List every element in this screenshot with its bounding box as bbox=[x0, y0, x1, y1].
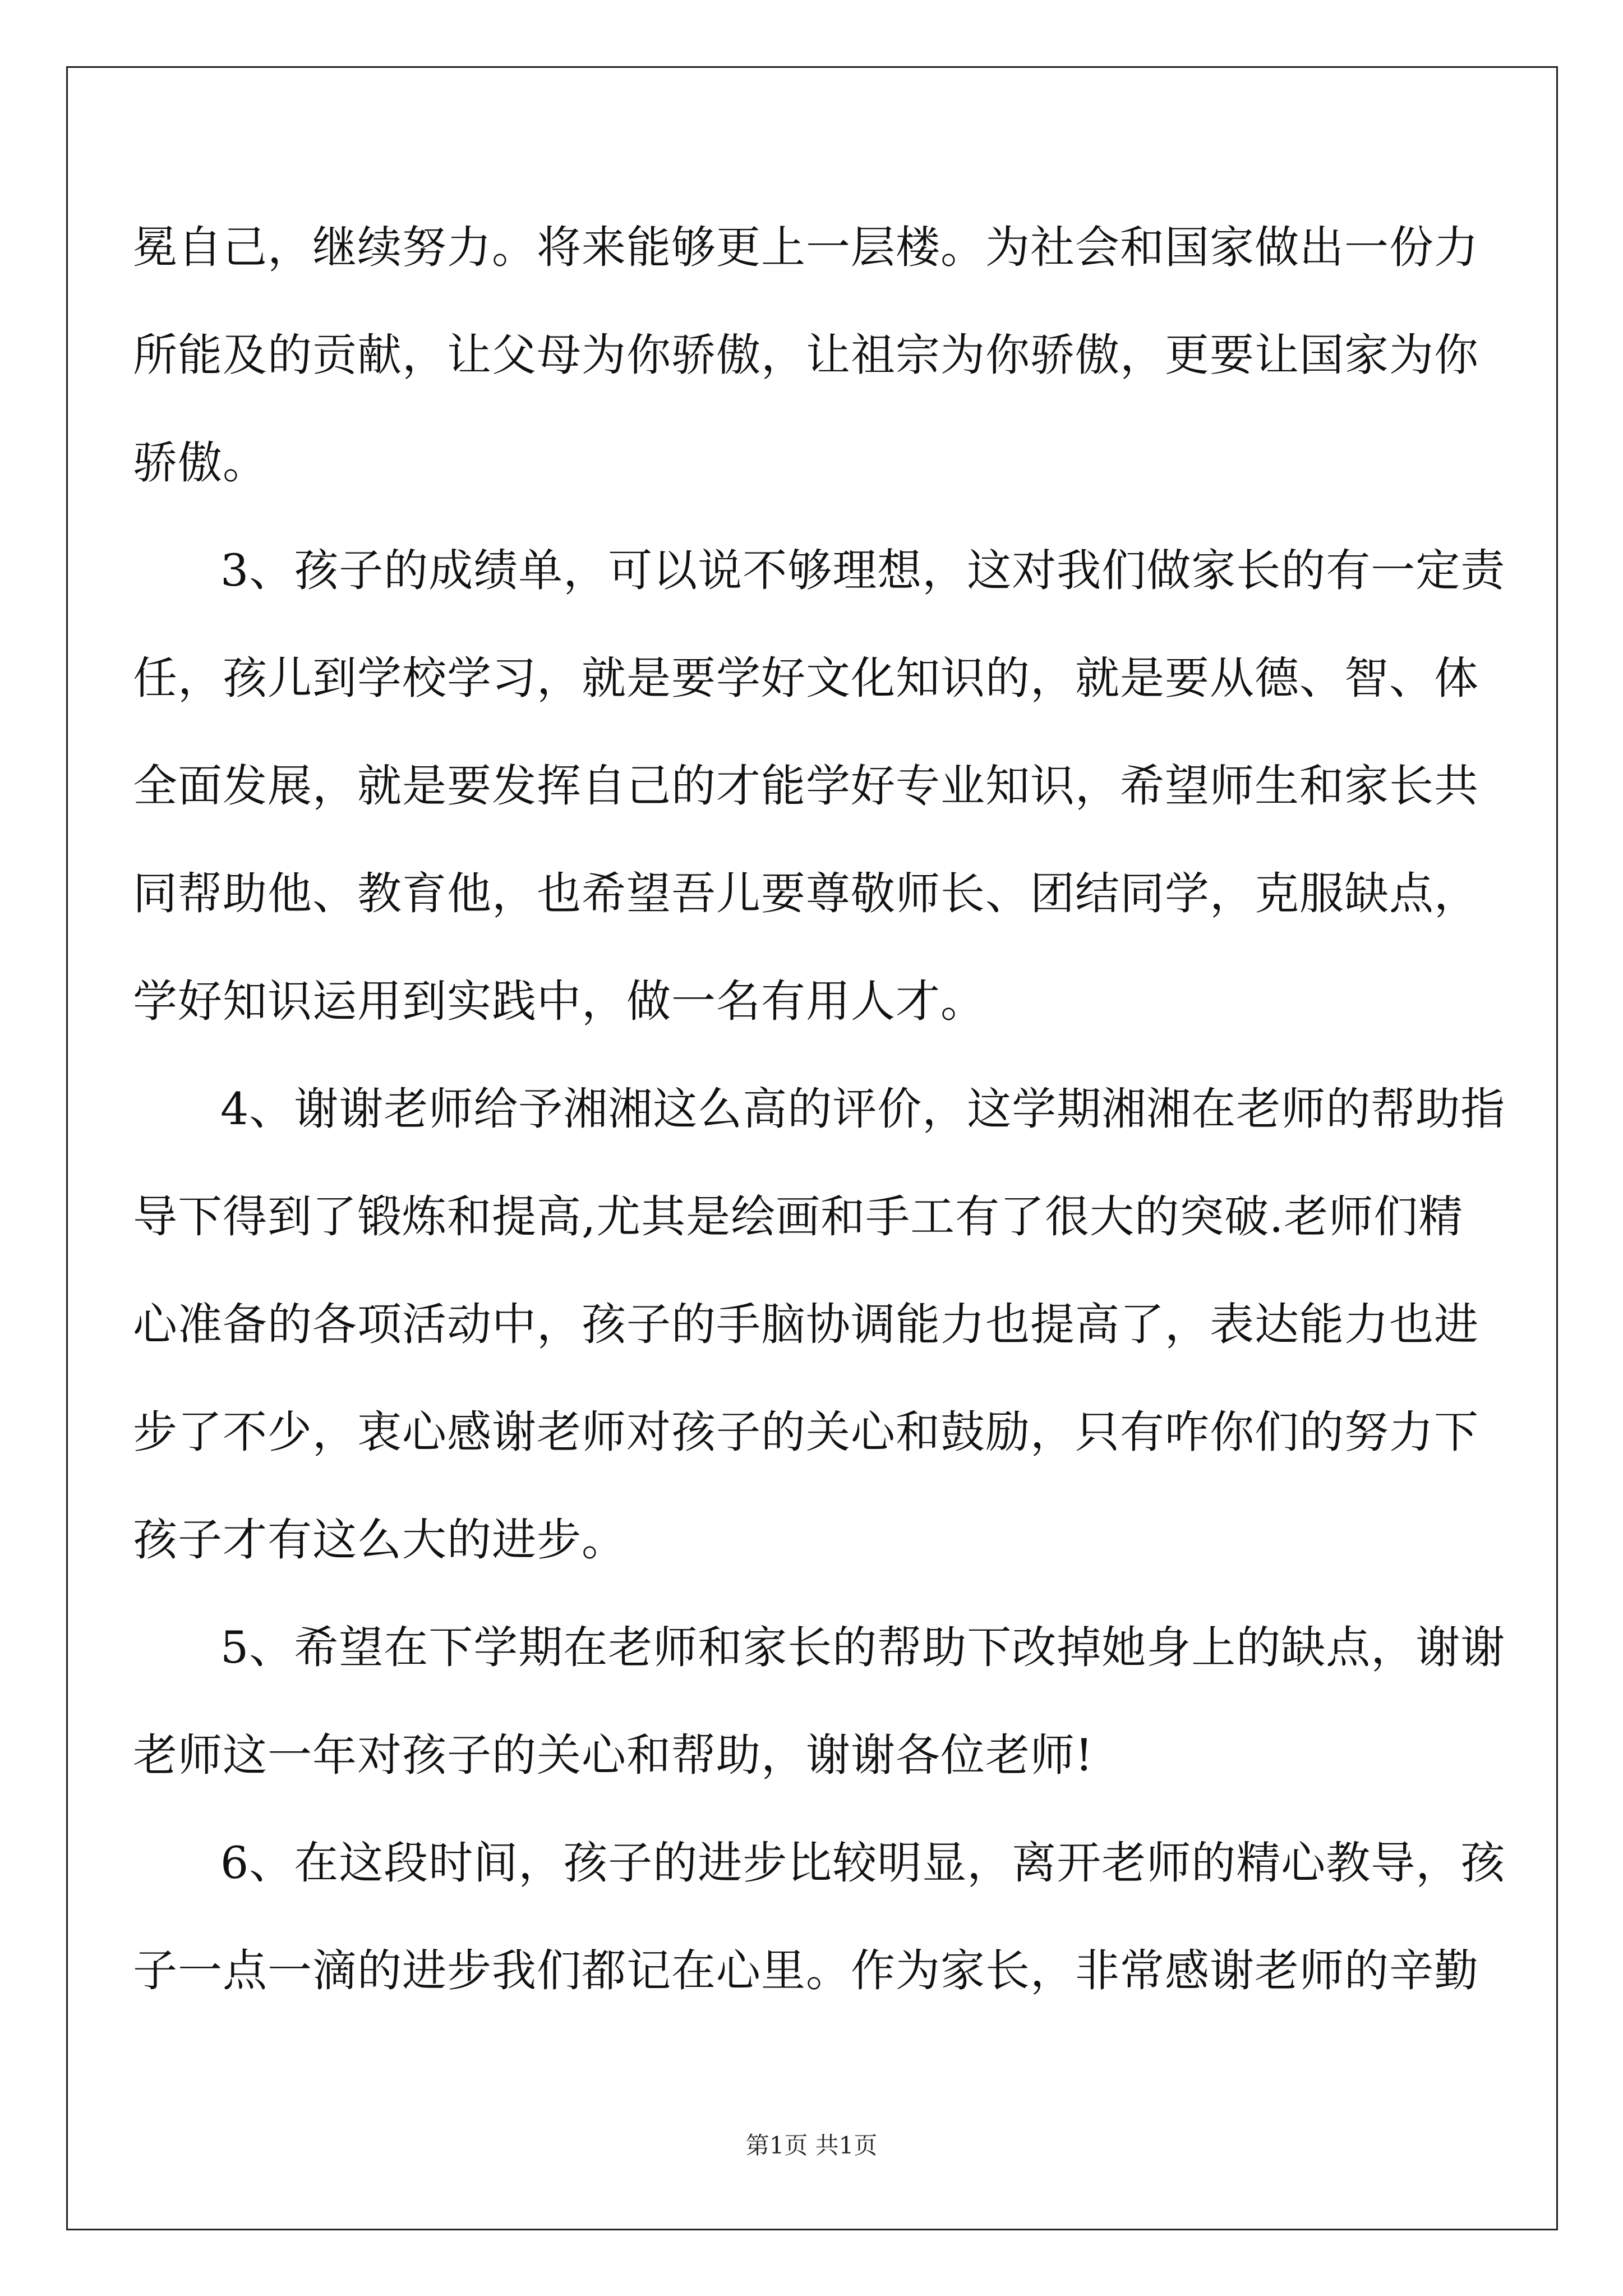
text-line: 导下得到了锻炼和提高,尤其是绘画和手工有了很大的突破.老师们精 bbox=[133, 1191, 1464, 1243]
text-line: 学好知识运用到实践中，做一名有用人才。 bbox=[133, 976, 985, 1027]
text-line: 步了不少，衷心感谢老师对孩子的关心和鼓励，只有咋你们的努力下 bbox=[133, 1406, 1479, 1458]
text-line: 心准备的各项活动中，孩子的手脑协调能力也提高了，表达能力也进 bbox=[133, 1299, 1479, 1350]
text-line: 全面发展，就是要发挥自己的才能学好专业知识，希望师生和家长共 bbox=[133, 760, 1479, 812]
text-line: 3、孩子的成绩单，可以说不够理想，这对我们做家长的有一定责 bbox=[220, 545, 1506, 596]
text-line: 孩子才有这么大的进步。 bbox=[133, 1514, 626, 1566]
text-line: 任，孩儿到学校学习，就是要学好文化知识的，就是要从德、智、体 bbox=[133, 652, 1479, 704]
text-line: 6、在这段时间，孩子的进步比较明显，离开老师的精心教导，孩 bbox=[220, 1837, 1506, 1889]
text-line: 老师这一年对孩子的关心和帮助，谢谢各位老师! bbox=[133, 1729, 1094, 1781]
text-line: 骄傲。 bbox=[133, 437, 268, 489]
text-line: 冕自己，继续努力。将来能够更上一层楼。为社会和国家做出一份力 bbox=[133, 222, 1479, 273]
text-line: 同帮助他、教育他，也希望吾儿要尊敬师长、团结同学，克服缺点， bbox=[133, 868, 1479, 919]
text-line: 5、希望在下学期在老师和家长的帮助下改掉她身上的缺点，谢谢 bbox=[220, 1622, 1506, 1673]
text-line: 4、谢谢老师给予湘湘这么高的评价，这学期湘湘在老师的帮助指 bbox=[220, 1083, 1506, 1135]
document-body bbox=[133, 194, 1506, 2024]
text-line: 所能及的贡献，让父母为你骄傲，让祖宗为你骄傲，更要让国家为你 bbox=[133, 329, 1479, 381]
text-line: 子一点一滴的进步我们都记在心里。作为家长，非常感谢老师的辛勤 bbox=[133, 1945, 1479, 1996]
page-footer: 第1页 共1页 bbox=[745, 2132, 878, 2159]
